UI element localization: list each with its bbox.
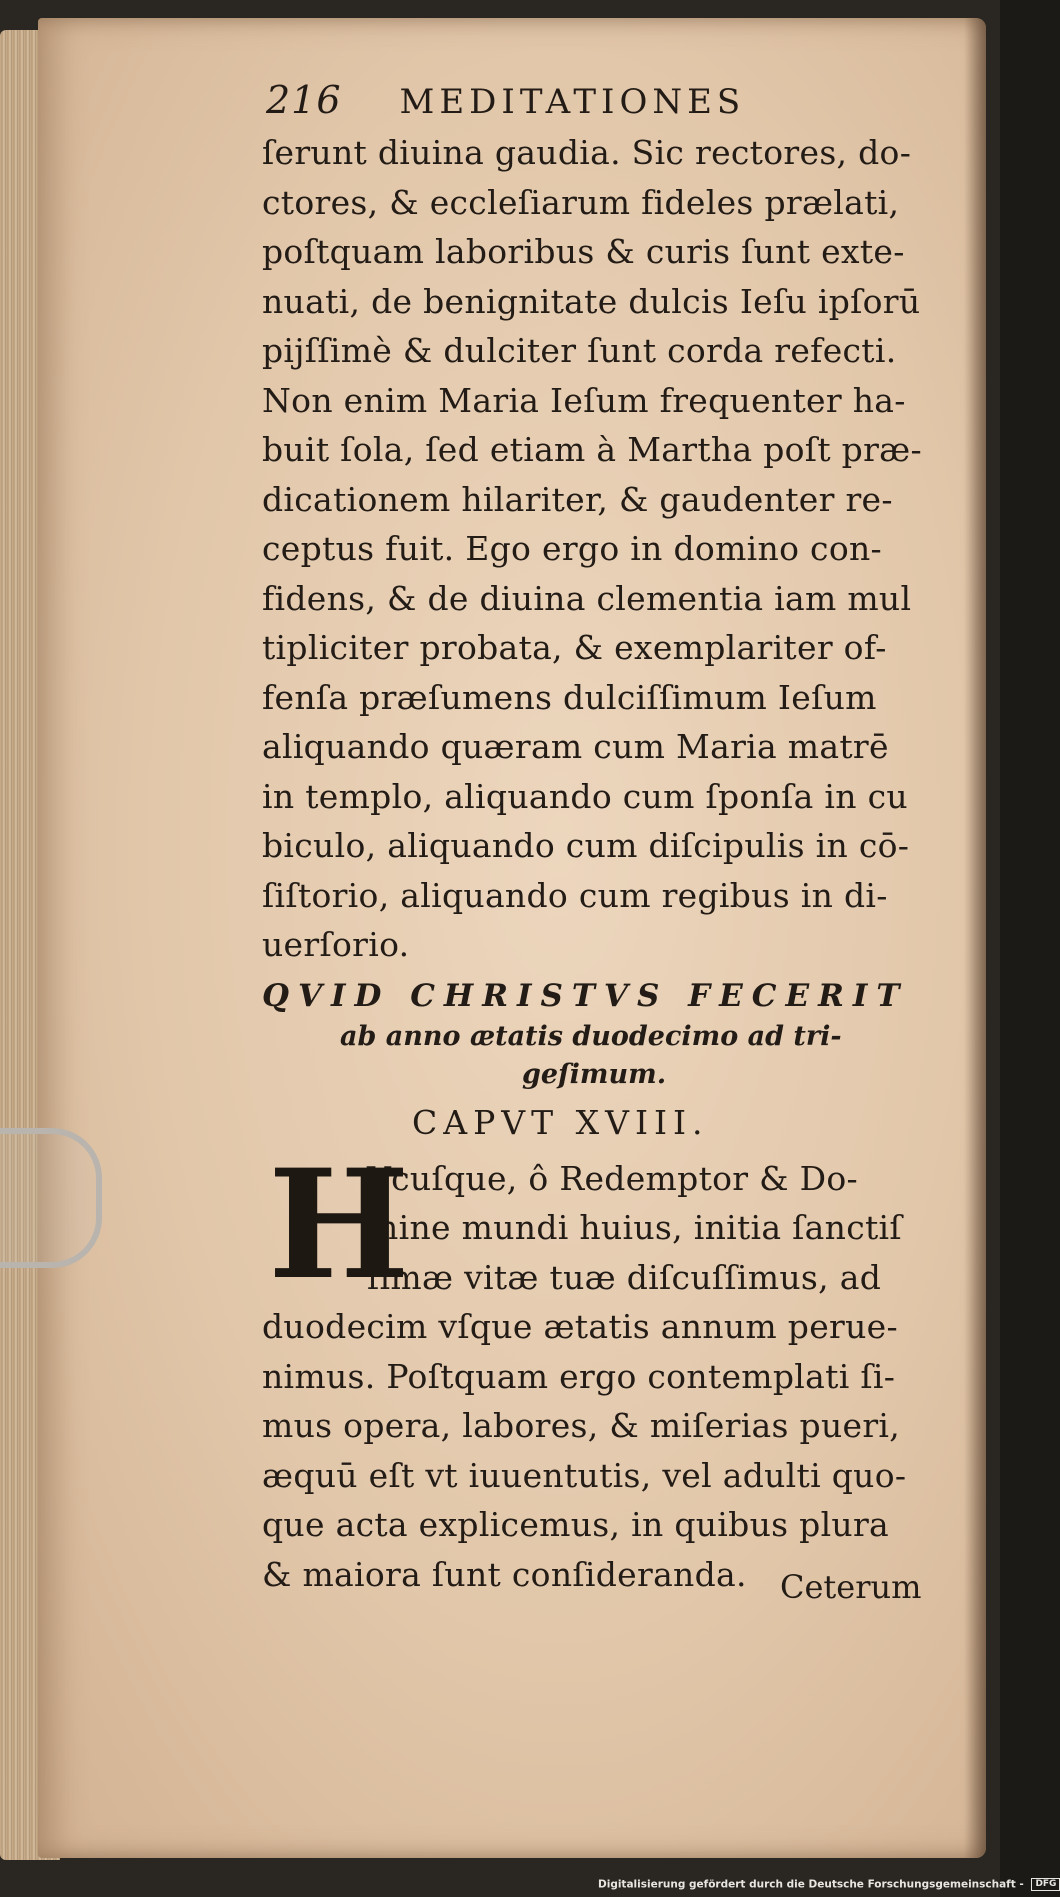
text-line: aliquando quæram cum Maria matrē bbox=[262, 727, 889, 766]
page-text-block bbox=[262, 78, 962, 1599]
text-line: que acta explicemus, in quibus plura bbox=[262, 1505, 890, 1544]
text-line: mine mundi huius, initia ſanctiſ bbox=[367, 1208, 902, 1247]
text-line: poſtquam laboribus & curis ſunt exte- bbox=[262, 232, 905, 271]
dfg-logo: DFG bbox=[1031, 1878, 1060, 1891]
text-line: uerſorio. bbox=[262, 925, 410, 964]
section-heading-line: ab anno ætatis duodecimo ad tri- bbox=[340, 1020, 842, 1052]
text-line: in templo, aliquando cum ſponſa in cu bbox=[262, 776, 908, 816]
chapter-label: CAPVT XVIII. bbox=[412, 1102, 709, 1142]
text-line: nuati, de benignitate dulcis Ieſu ipſorū bbox=[262, 281, 921, 321]
text-line: pijſſimè & dulciter ſunt corda refecti. bbox=[262, 331, 897, 370]
text-line: Non enim Maria Ieſum frequenter ha- bbox=[262, 380, 906, 420]
chapter-paragraph bbox=[262, 1136, 962, 1600]
text-line: & maiora ſunt conſideranda. bbox=[262, 1554, 747, 1594]
page-number: 216 bbox=[266, 78, 342, 122]
text-line: tipliciter probata, & exemplariter of- bbox=[262, 628, 887, 667]
text-line: ctores, & eccleſiarum fideles prælati, bbox=[262, 182, 900, 222]
digitization-credit bbox=[598, 1878, 1060, 1891]
running-header bbox=[266, 78, 962, 128]
text-line: fidens, & de diuina clementia iam mul bbox=[262, 578, 912, 618]
text-line: ſiſtorio, aliquando cum regibus in di- bbox=[262, 875, 888, 915]
text-line: duodecim vſque ætatis annum perue- bbox=[262, 1307, 898, 1346]
text-line: biculo, aliquando cum diſcipulis in cō- bbox=[262, 826, 910, 865]
drop-cap-initial: H bbox=[268, 1136, 410, 1313]
catchword: Ceterum bbox=[780, 1568, 922, 1606]
text-line: nimus. Poſtquam ergo contemplati ſi- bbox=[262, 1356, 896, 1396]
gutter-shadow bbox=[964, 18, 986, 1858]
body-paragraph bbox=[262, 128, 962, 970]
section-heading-line: QVID CHRISTVS FECERIT bbox=[262, 977, 909, 1014]
section-heading-line: geſimum. bbox=[522, 1058, 667, 1090]
section-heading bbox=[262, 974, 962, 1094]
text-line: fenſa præſumens dulciſſimum Ieſum bbox=[262, 677, 877, 717]
text-line: ſimæ vitæ tuæ diſcuſſimus, ad bbox=[367, 1257, 882, 1297]
text-line: Vcuſque, ô Redemptor & Do- bbox=[367, 1158, 859, 1198]
text-line: æquū eſt vt iuuentutis, vel adulti quo- bbox=[262, 1455, 907, 1495]
text-line: dicationem hilariter, & gaudenter re- bbox=[262, 479, 893, 519]
book-clasp bbox=[0, 1128, 102, 1268]
text-line: ceptus fuit. Ego ergo in domino con- bbox=[262, 529, 882, 568]
text-line: ſerunt diuina gaudia. Sic rectores, do- bbox=[262, 133, 912, 172]
text-line: mus opera, labores, & miſerias pueri, bbox=[262, 1406, 901, 1445]
text-line: buit ſola, ſed etiam à Martha poſt præ- bbox=[262, 430, 922, 469]
credit-text: Digitalisierung gefördert durch die Deutsche Forschungsgemeinschaft - bbox=[598, 1878, 1024, 1891]
running-title: MEDITATIONES bbox=[399, 82, 746, 122]
